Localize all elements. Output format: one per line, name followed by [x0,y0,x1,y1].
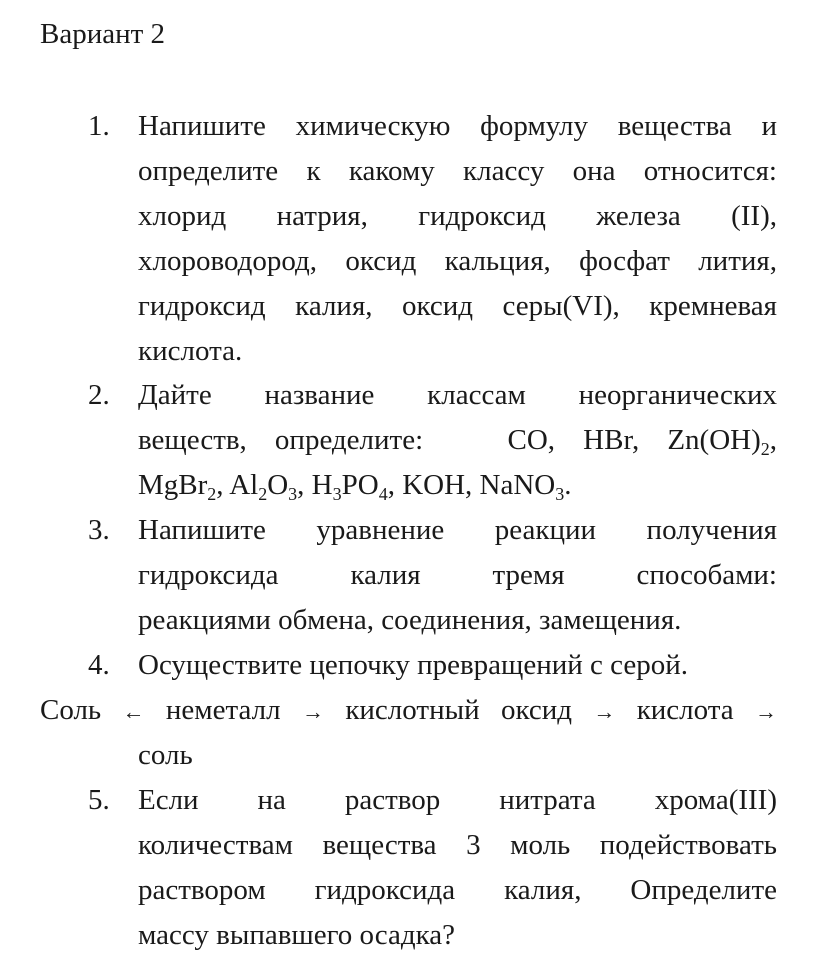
task-line: Осуществите цепочку превращений с серой. [138,649,689,681]
task-line: гидроксида калия тремя способами: [138,559,777,591]
task-text [138,508,777,643]
formula-co: CO, [507,424,556,456]
task-line: Дайте название классам неорганических [138,379,777,411]
task-text [138,778,777,958]
task-line: хлороводород, оксид кальция, фосфат лития, [138,245,777,277]
task-line: Напишите химическую формулу вещества и [138,110,777,142]
arrow-right-icon: → [301,699,324,724]
task-line-formulas [138,463,777,508]
formula-hbr: HBr, [583,424,640,456]
formula-koh: KOH, [402,469,473,501]
task-line: массу выпавшего осадка? [138,919,455,951]
task-line: определите к какому классу она относится: [138,155,777,187]
task-line: раствором гидроксида калия, Определите [138,874,777,906]
chain-acid: кислота [636,694,734,726]
task-number: 1. [88,110,110,142]
task-text [138,104,777,374]
task-line: веществ, определите: [138,424,424,456]
task-line: кислота. [138,335,243,367]
chain-acid-oxide: кислотный оксид [345,694,572,726]
task-line: Если на раствор нитрата хрома(III) [138,784,777,816]
task-line: реакциями обмена, соединения, замещения. [138,604,682,636]
task-line: Напишите уравнение реакции получения [138,514,777,546]
variant-title: Вариант 2 [40,18,166,50]
transformation-chain [40,688,777,734]
task-text [138,643,777,688]
chain-salt-end: соль [138,739,193,771]
formula-znoh2: $Zn(OH)_2$, [667,424,778,459]
task-line: количествам вещества 3 моль подействовать [138,829,777,861]
formula-h3po4: $H_3PO_4$, [311,469,395,504]
task-number: 4. [88,649,110,681]
task-text [138,373,777,508]
chain-nonmetal: неметалл [165,694,281,726]
arrow-right-icon: → [755,699,778,724]
chain-salt: Соль [40,694,102,726]
task-line-formulas [138,418,777,463]
formula-al2o3: $Al_2O_3$, [229,469,305,504]
task-line: гидроксид калия, оксид серы(VI), кремневая [138,290,777,322]
task-number: 2. [88,379,110,411]
arrow-left-icon: ← [122,699,145,724]
formula-mgbr2: MgBr$_2$, [138,469,224,504]
task-line: хлорид натрия, гидроксид железа (II), [138,200,777,232]
arrow-right-icon: → [593,699,616,724]
formula-nano3: NaNO$_3$. [479,469,572,504]
task-number: 5. [88,784,110,816]
task-number: 3. [88,514,110,546]
